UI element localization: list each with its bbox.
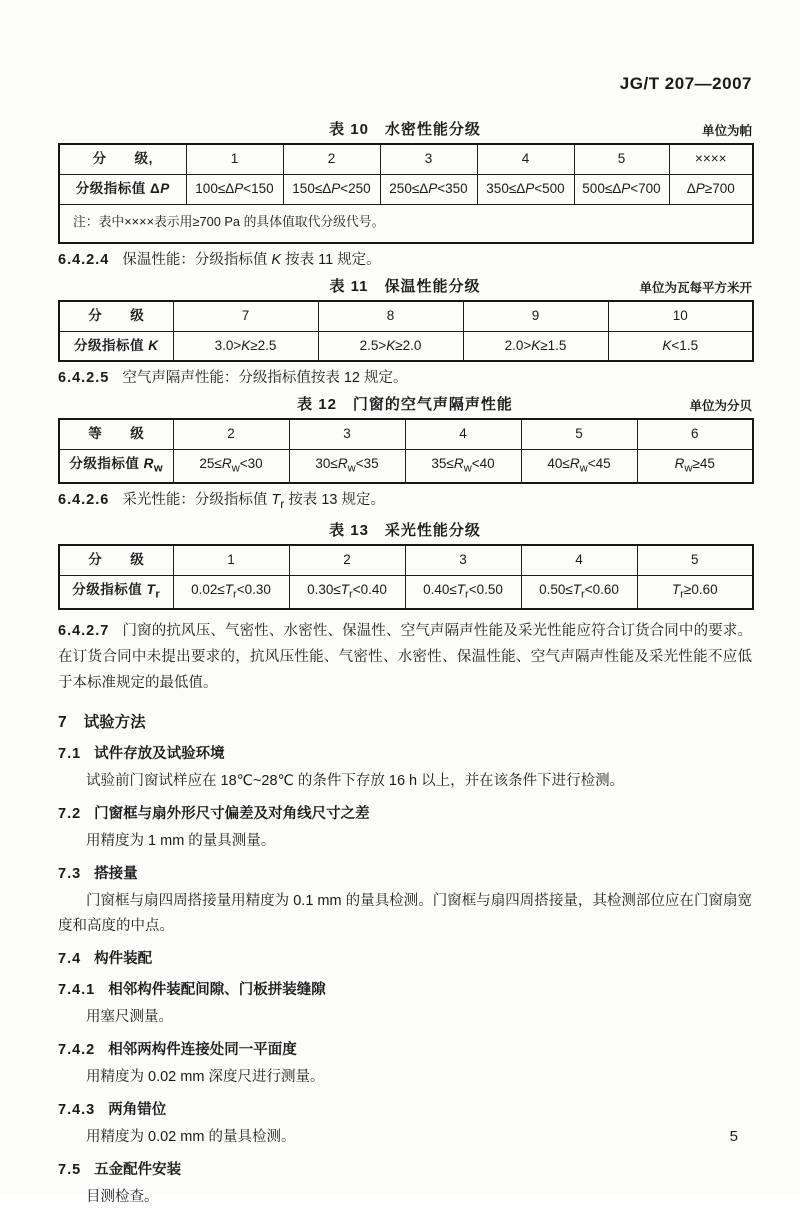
table-cell: 3 xyxy=(289,419,405,449)
table-10 xyxy=(58,143,754,244)
heading-7-5 xyxy=(58,1160,752,1181)
table-cell: 分 级 xyxy=(59,301,173,331)
clause-title: 门窗框与扇外形尺寸偏差及对角线尺寸之差 xyxy=(94,805,370,822)
clause-number: 7.4.3 xyxy=(58,1101,96,1118)
table-cell: 分级指标值 $T_r$ xyxy=(59,575,173,608)
clause-number: 7.1 xyxy=(58,745,82,762)
chapter-title: 试验方法 xyxy=(83,713,146,731)
table-cell: 4 xyxy=(477,144,574,174)
table-12-title: 表 12 门窗的空气声隔声性能 xyxy=(297,396,513,414)
clause-6-4-2-6 xyxy=(58,490,752,515)
table-cell: 8 xyxy=(318,301,463,331)
table-row xyxy=(59,331,753,361)
clause-number: 7.2 xyxy=(58,805,82,822)
table-cell: $35\le R_w<40$ xyxy=(405,450,521,483)
page-number: 5 xyxy=(729,1128,738,1145)
table-10-note: 注：表中××××表示用≥700 Pa 的具体值取代分级代号。 xyxy=(59,204,753,242)
table-13 xyxy=(58,544,754,610)
table-cell: $T_r\ge 0.60$ xyxy=(637,575,753,608)
table-cell: 2.0>K≥1.5 xyxy=(463,331,608,361)
clause-title: 相邻两构件连接处同一平面度 xyxy=(108,1041,297,1058)
clause-number: 7.5 xyxy=(58,1161,82,1178)
chapter-number: 7 xyxy=(58,713,67,731)
heading-7-4-3 xyxy=(58,1100,752,1121)
table-row xyxy=(59,545,753,575)
table-cell: ×××× xyxy=(669,144,753,174)
clause-number: 7.3 xyxy=(58,865,82,882)
table-row xyxy=(59,174,753,204)
body-7-4-1: 用塞尺测量。 xyxy=(86,1008,173,1025)
body-7-3: 门窗框与扇四周搭接量用精度为 0.1 mm 的量具检测。门窗框与扇四周搭接量，其检测部位应在门窗扇宽度和高度的中点。 xyxy=(58,892,752,934)
table-cell: $0.30\le T_r<0.40$ xyxy=(289,575,405,608)
table-13-title: 表 13 采光性能分级 xyxy=(329,522,481,539)
table-11-title: 表 11 保温性能分级 xyxy=(329,277,481,295)
clause-title: 五金配件安装 xyxy=(94,1161,182,1178)
clause-title: 搭接量 xyxy=(94,865,138,882)
table-cell: 500≤ΔP<700 xyxy=(574,174,669,204)
body-7-4-2: 用精度为 0.02 mm 深度尺进行测量。 xyxy=(86,1068,325,1085)
clause-title: 构件装配 xyxy=(94,950,153,967)
table-cell: $30\le R_w<35$ xyxy=(289,450,405,483)
table-cell: 350≤ΔP<500 xyxy=(477,174,574,204)
clause-text: 保温性能：分级指标值 K 按表 11 规定。 xyxy=(122,251,381,268)
table-cell: K<1.5 xyxy=(608,331,753,361)
table-cell: 7 xyxy=(173,301,318,331)
body-7-5: 目测检查。 xyxy=(86,1188,159,1205)
body-7-2: 用精度为 1 mm 的量具测量。 xyxy=(86,832,276,849)
heading-7-3 xyxy=(58,864,752,885)
table-row xyxy=(59,419,753,449)
table-cell: 2 xyxy=(173,419,289,449)
table-12-caption-row xyxy=(58,393,752,413)
clause-title: 两角错位 xyxy=(108,1101,167,1118)
table-cell: $40\le R_w<45$ xyxy=(521,450,637,483)
clause-number: 6.4.2.5 xyxy=(58,370,110,387)
table-cell: $0.50\le T_r<0.60$ xyxy=(521,575,637,608)
body-7-1: 试验前门窗试样应在 18℃~28℃ 的条件下存放 16 h 以上，并在该条件下进行检测。 xyxy=(86,772,625,789)
table-cell: 3 xyxy=(405,545,521,575)
clause-6-4-2-5 xyxy=(58,368,752,389)
clause-title: 试件存放及试验环境 xyxy=(94,745,225,762)
table-11 xyxy=(58,300,754,363)
table-cell: ΔP≥700 xyxy=(669,174,753,204)
body-7-4-3: 用精度为 0.02 mm 的量具检测。 xyxy=(86,1128,296,1145)
heading-7-1 xyxy=(58,744,752,765)
table-12 xyxy=(58,418,754,484)
clause-6-4-2-4 xyxy=(58,250,752,271)
table-cell: 2.5>K≥2.0 xyxy=(318,331,463,361)
table-10-unit: 单位为帕 xyxy=(701,124,752,138)
clause-text: 空气声隔声性能：分级指标值按表 12 规定。 xyxy=(122,370,408,387)
clause-number: 7.4.2 xyxy=(58,1041,96,1058)
heading-7-2 xyxy=(58,804,752,825)
table-cell: $R_w\ge 45$ xyxy=(637,450,753,483)
table-cell: 分 级 xyxy=(59,545,173,575)
table-cell: 1 xyxy=(186,144,283,174)
table-11-unit: 单位为瓦每平方米开 xyxy=(639,280,752,295)
table-cell: 5 xyxy=(574,144,669,174)
clause-number: 7.4.1 xyxy=(58,981,96,998)
table-cell: 等 级 xyxy=(59,419,173,449)
table-cell: 6 xyxy=(637,419,753,449)
table-cell: 2 xyxy=(283,144,380,174)
table-cell: 分级指标值 ΔP xyxy=(59,174,186,204)
table-cell: $0.40\le T_r<0.50$ xyxy=(405,575,521,608)
table-cell: 5 xyxy=(521,419,637,449)
table-cell: 4 xyxy=(521,545,637,575)
clause-number: 6.4.2.6 xyxy=(58,492,110,509)
table-cell: 9 xyxy=(463,301,608,331)
heading-7-4-2 xyxy=(58,1040,752,1061)
clause-title: 相邻构件装配间隙、门板拼装缝隙 xyxy=(108,981,326,998)
table-row xyxy=(59,450,753,483)
clause-6-4-2-7 xyxy=(58,618,752,696)
clause-text: 门窗的抗风压、气密性、水密性、保温性、空气声隔声性能及采光性能应符合订货合同中的要求。在订货合同中未提出要求的，抗风压性能、气密性、水密性、保温性能、空气声隔声性能及采光性能不应低于本标准规定的最低值。 xyxy=(58,622,752,691)
table-row xyxy=(59,144,753,174)
table-cell: 100≤ΔP<150 xyxy=(186,174,283,204)
table-10-caption-row xyxy=(58,118,752,138)
table-cell: 250≤ΔP<350 xyxy=(380,174,477,204)
table-cell: 分级指标值 K xyxy=(59,331,173,361)
table-row xyxy=(59,575,753,608)
heading-7-4 xyxy=(58,949,752,970)
chapter-7-heading xyxy=(58,712,752,734)
table-12-unit: 单位为分贝 xyxy=(689,399,752,414)
clause-number: 7.4 xyxy=(58,950,82,967)
heading-7-4-1 xyxy=(58,980,752,1001)
table-11-caption-row xyxy=(58,275,752,295)
table-row xyxy=(59,301,753,331)
table-cell: $0.02\le T_r<0.30$ xyxy=(173,575,289,608)
table-cell: 分 级, xyxy=(59,144,186,174)
table-cell: 150≤ΔP<250 xyxy=(283,174,380,204)
table-cell: 2 xyxy=(289,545,405,575)
table-cell: 4 xyxy=(405,419,521,449)
clause-number: 6.4.2.7 xyxy=(58,622,110,639)
table-cell: 5 xyxy=(637,545,753,575)
table-cell: 3.0>K≥2.5 xyxy=(173,331,318,361)
clause-text: 采光性能：分级指标值 $T_r$ 按表 13 规定。 xyxy=(122,492,385,511)
table-cell: 10 xyxy=(608,301,753,331)
table-cell: 1 xyxy=(173,545,289,575)
table-13-caption-row xyxy=(58,519,752,539)
table-cell: 3 xyxy=(380,144,477,174)
clause-number: 6.4.2.4 xyxy=(58,251,110,268)
table-row xyxy=(59,204,753,242)
table-cell: 分级指标值 $R_w$ xyxy=(59,450,173,483)
doc-code: JG/T 207—2007 xyxy=(619,74,752,93)
table-cell: $25\le R_w<30$ xyxy=(173,450,289,483)
table-10-title: 表 10 水密性能分级 xyxy=(329,121,481,138)
